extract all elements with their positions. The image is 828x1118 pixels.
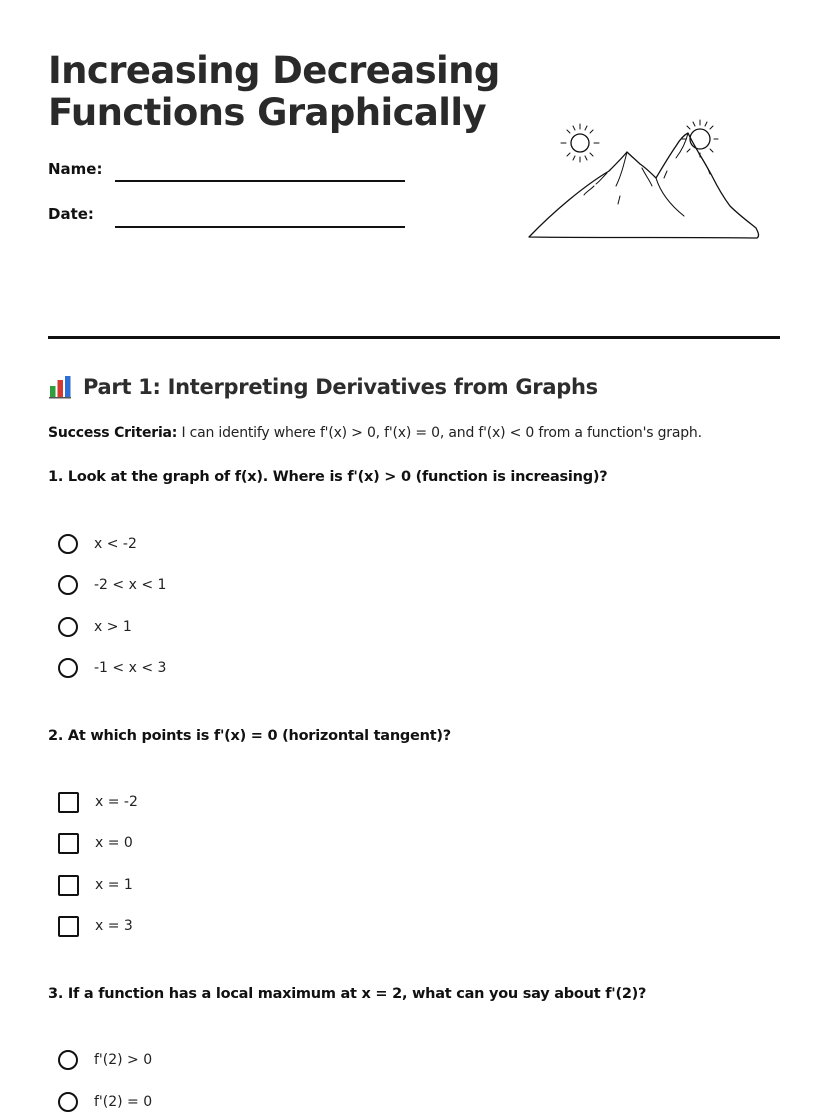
bar-chart-icon	[48, 375, 72, 399]
checkbox[interactable]	[58, 916, 79, 937]
part-1-heading-text: Part 1: Interpreting Derivatives from Graphs	[83, 375, 598, 399]
mountain-illustration	[524, 116, 764, 242]
option-label: f'(2) > 0	[94, 1052, 153, 1068]
criteria-label: Success Criteria:	[48, 425, 178, 441]
q1-option-1[interactable]	[58, 532, 137, 556]
q2-option-2[interactable]	[58, 831, 133, 855]
q3-option-2[interactable]	[58, 1090, 152, 1114]
option-label: x > 1	[94, 619, 132, 635]
title-line-2: Functions Graphically	[48, 91, 486, 134]
radio-button[interactable]	[58, 658, 78, 678]
option-label: x = 0	[95, 835, 133, 851]
q1-option-3[interactable]	[58, 615, 132, 639]
radio-button[interactable]	[58, 1092, 78, 1112]
date-label: Date:	[48, 205, 94, 223]
date-field[interactable]	[115, 226, 405, 228]
radio-button[interactable]	[58, 617, 78, 637]
section-divider	[48, 336, 780, 339]
criteria-text: I can identify where f'(x) > 0, f'(x) = 0, and f'(x) < 0 from a function's graph.	[177, 425, 702, 441]
name-field[interactable]	[115, 180, 405, 182]
question-3: 3. If a function has a local maximum at x = 2, what can you say about f'(2)?	[48, 986, 647, 1002]
part-1-heading	[48, 375, 598, 399]
q3-option-1[interactable]	[58, 1048, 152, 1072]
radio-button[interactable]	[58, 1050, 78, 1070]
option-label: x = -2	[95, 794, 138, 810]
checkbox[interactable]	[58, 792, 79, 813]
worksheet-title	[48, 50, 518, 134]
option-label: x = 1	[95, 877, 133, 893]
q1-option-4[interactable]	[58, 656, 166, 680]
question-1: 1. Look at the graph of f(x). Where is f'(x) > 0 (function is increasing)?	[48, 469, 608, 485]
q2-option-1[interactable]	[58, 790, 138, 814]
option-label: -1 < x < 3	[94, 660, 167, 676]
option-label: x = 3	[95, 918, 133, 934]
question-2: 2. At which points is f'(x) = 0 (horizontal tangent)?	[48, 728, 451, 744]
radio-button[interactable]	[58, 575, 78, 595]
q2-option-3[interactable]	[58, 873, 133, 897]
radio-button[interactable]	[58, 534, 78, 554]
success-criteria	[48, 425, 702, 441]
sun-icon	[561, 124, 599, 162]
q1-option-2[interactable]	[58, 573, 166, 597]
checkbox[interactable]	[58, 875, 79, 896]
option-label: -2 < x < 1	[94, 577, 167, 593]
option-label: f'(2) = 0	[94, 1094, 153, 1110]
checkbox[interactable]	[58, 833, 79, 854]
option-label: x < -2	[94, 536, 137, 552]
name-label: Name:	[48, 160, 103, 178]
q2-option-4[interactable]	[58, 914, 133, 938]
title-line-1: Increasing Decreasing	[48, 49, 500, 92]
